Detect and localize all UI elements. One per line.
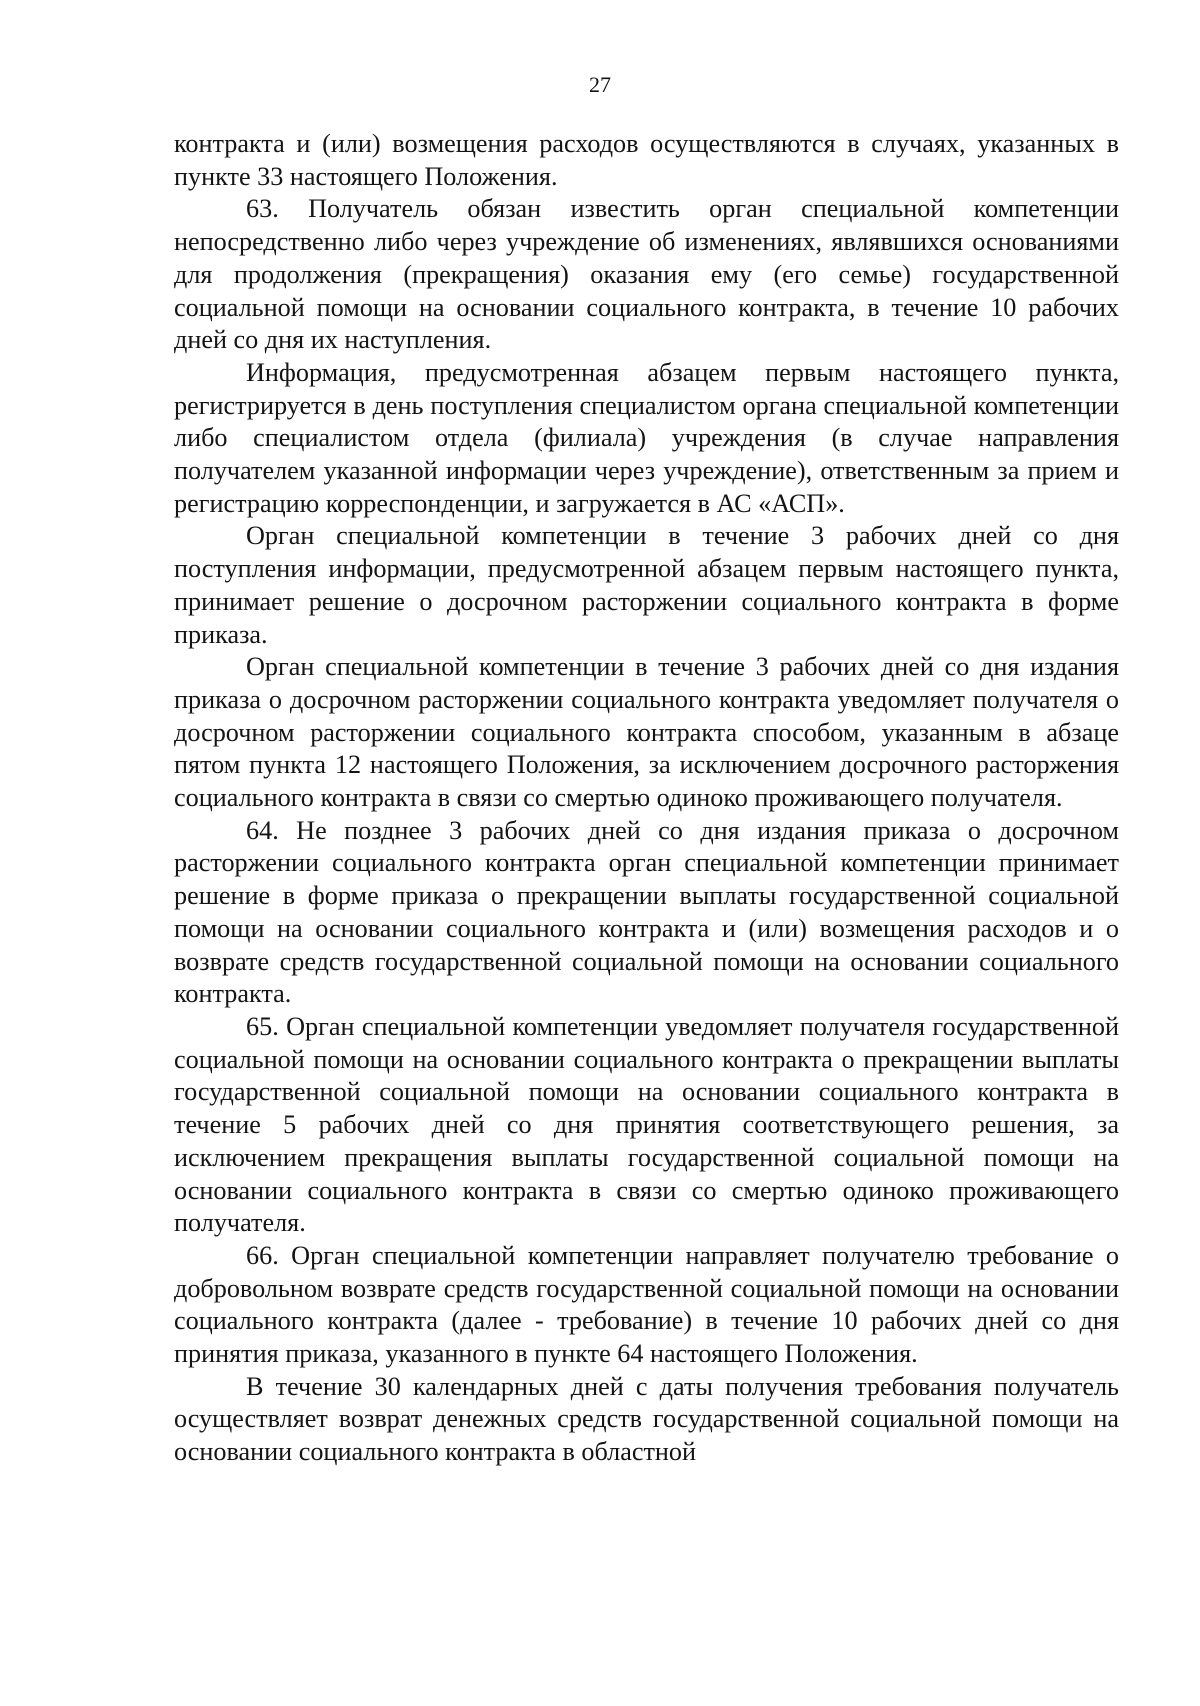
paragraph-item-66: 66. Орган специальной компетенции направляет получателю требование о добровольном возврате средств государственной социальной помощи на основании социального контракта (далее - требование) в течение 10 рабочих дней со дня принятия приказа, указанного в пункте 64 настоящего Положения. [174, 1240, 1119, 1369]
paragraph-early-termination-decision: Орган специальной компетенции в течение 3 рабочих дней со дня поступления информации, предусмотренной абзацем первым настоящего пункта, принимает решение о досрочном расторжении социального контракта в форме приказа. [174, 521, 1119, 649]
paragraph-item-63: 63. Получатель обязан известить орган специальной компетенции непосредственно либо через учреждение об изменениях, являвшихся основаниями для продолжения (прекращения) оказания ему (его семье) государственной социальной помощи на основании социального контракта, в течение 10 рабочих дней со дня их наступления. [174, 194, 1119, 355]
page-number: 27 [589, 72, 611, 97]
document-body [174, 128, 1119, 1469]
paragraph-item-64: 64. Не позднее 3 рабочих дней со дня издания приказа о досрочном расторжении социального контракта орган специальной компетенции принимает решение в форме приказа о прекращении выплаты государственной социальной помощи на основании социального контракта и (или) возмещения расходов и о возврате средств государственной социальной помощи на основании социального контракта. [174, 815, 1119, 1009]
paragraph-refund-period: В течение 30 календарных дней с даты получения требования получатель осуществляет возврат денежных средств государственной социальной помощи на основании социального контракта в областной [174, 1371, 1119, 1467]
paragraph-item-65: 65. Орган специальной компетенции уведомляет получателя государственной социальной помощи на основании социального контракта о прекращении выплаты государственной социальной помощи на основании социального контракта в течение 5 рабочих дней со дня принятия соответствующего решения, за исключением прекращения выплаты государственной социальной помощи на основании социального контракта в связи со смертью одиноко проживающего получателя. [174, 1011, 1119, 1238]
paragraph-information-registration: Информация, предусмотренная абзацем первым настоящего пункта, регистрируется в день поступления специалистом органа специальной компетенции либо специалистом отдела (филиала) учреждения (в случае направления получателем указанной информации через учреждение), ответственным за прием и регистрацию корреспонденции, и загружается в АС «АСП». [174, 357, 1119, 518]
paragraph-termination-notice: Орган специальной компетенции в течение 3 рабочих дней со дня издания приказа о досрочном расторжении социального контракта уведомляет получателя о досрочном расторжении социального контракта способом, указанным в абзаце пятом пункта 12 настоящего Положения, за исключением досрочного расторжения социального контракта в связи со смертью одиноко проживающего получателя. [174, 652, 1119, 813]
paragraph-continuation: контракта и (или) возмещения расходов осуществляются в случаях, указанных в пункте 33 настоящего Положения. [174, 129, 1119, 191]
